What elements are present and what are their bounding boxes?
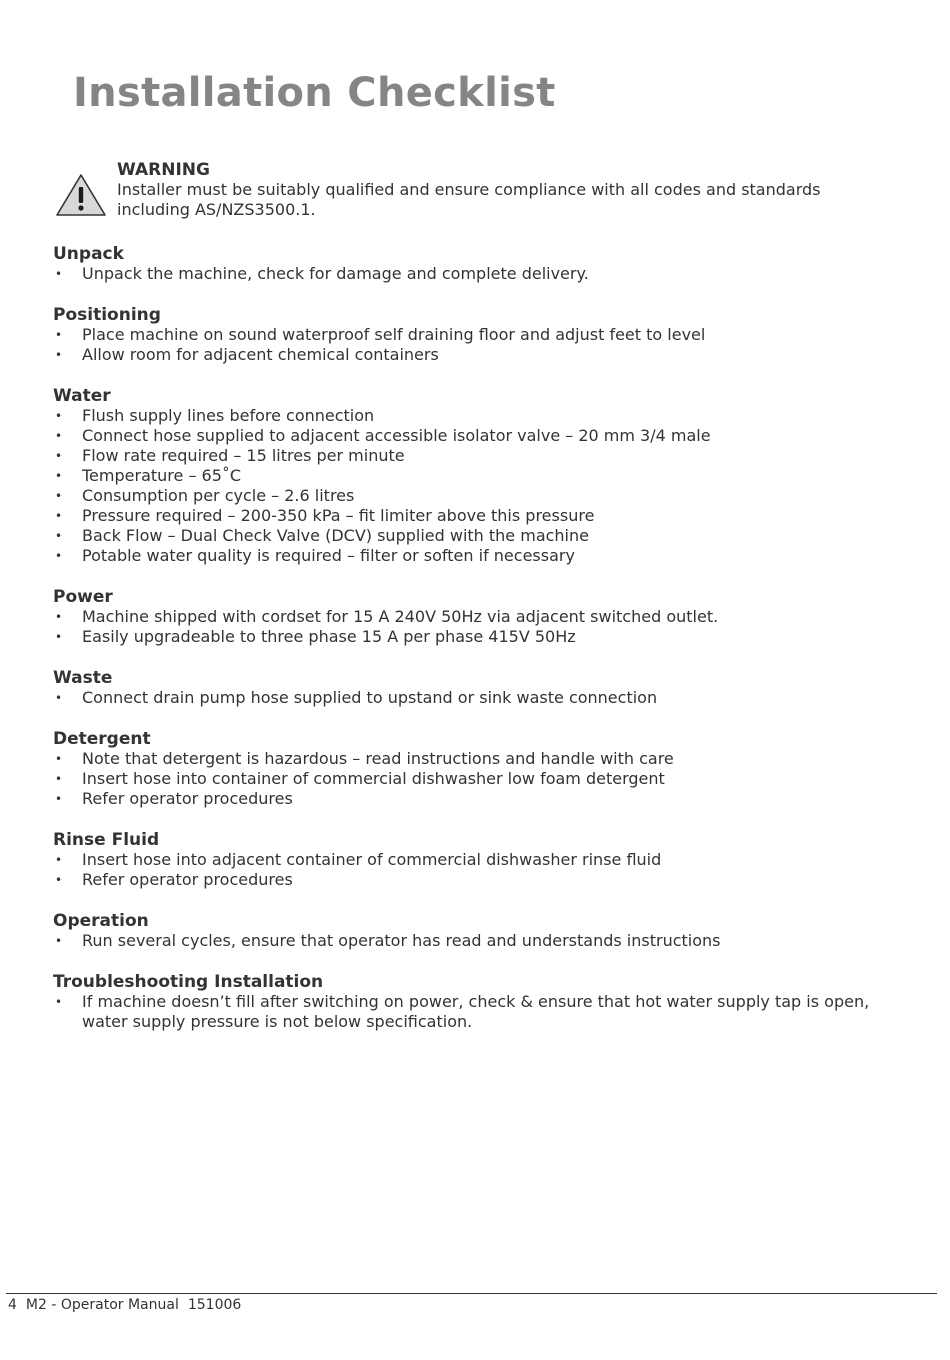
list-item [53, 406, 883, 426]
section-heading: Positioning [53, 305, 161, 325]
bullet-list [53, 264, 883, 284]
section-heading: Unpack [53, 244, 124, 264]
list-item [53, 546, 883, 566]
list-item-text: Insert hose into adjacent container of commercial dishwasher rinse fluid [82, 850, 662, 869]
bullet-icon: • [55, 610, 63, 624]
checklist-section [53, 729, 883, 809]
section-heading: Rinse Fluid [53, 830, 160, 850]
warning-triangle-icon [55, 173, 107, 218]
list-item-text: Allow room for adjacent chemical containers [82, 345, 439, 364]
bullet-list [53, 992, 883, 1032]
warning-title: WARNING [117, 160, 210, 180]
list-item [53, 486, 883, 506]
document-code: 151006 [187, 1297, 242, 1313]
checklist-section [53, 911, 883, 951]
bullet-list [53, 850, 883, 890]
page-number: 4 [8, 1297, 17, 1313]
list-item [53, 627, 883, 647]
list-item-text: Potable water quality is required – filter or soften if necessary [82, 546, 575, 565]
section-heading: Water [53, 386, 111, 406]
list-item [53, 345, 883, 365]
list-item-text: Insert hose into container of commercial dishwasher low foam detergent [82, 769, 665, 788]
list-item-text: Unpack the machine, check for damage and complete delivery. [82, 264, 589, 283]
list-item-text: Run several cycles, ensure that operator has read and understands instructions [82, 931, 721, 950]
bullet-icon: • [55, 449, 63, 463]
bullet-list [53, 406, 883, 566]
bullet-icon: • [55, 752, 63, 766]
bullet-icon: • [55, 772, 63, 786]
list-item [53, 506, 883, 526]
checklist-section [53, 305, 883, 365]
list-item-text: Temperature – 65˚C [82, 466, 242, 485]
checklist-section [53, 587, 883, 647]
bullet-list [53, 325, 883, 365]
page-title: Installation Checklist [73, 70, 556, 116]
section-heading: Troubleshooting Installation [53, 972, 324, 992]
bullet-icon: • [55, 409, 63, 423]
checklist-section [53, 386, 883, 566]
list-item-text: Note that detergent is hazardous – read instructions and handle with care [82, 749, 674, 768]
bullet-icon: • [55, 348, 63, 362]
manual-title: M2 - Operator Manual [25, 1297, 179, 1313]
list-item [53, 931, 883, 951]
checklist [53, 244, 883, 1053]
list-item [53, 526, 883, 546]
warning-text: Installer must be suitably qualified and ensure compliance with all codes and standards including AS/NZS3500.1. [117, 180, 821, 219]
list-item [53, 992, 883, 1032]
list-item [53, 264, 883, 284]
bullet-icon: • [55, 328, 63, 342]
list-item [53, 850, 883, 870]
list-item-text: If machine doesn’t fill after switching on power, check & ensure that hot water supply tap is open, water supply pressure is not below specification. [82, 992, 870, 1031]
bullet-list [53, 607, 883, 647]
list-item [53, 769, 883, 789]
list-item [53, 870, 883, 890]
list-item-text: Machine shipped with cordset for 15 A 240V 50Hz via adjacent switched outlet. [82, 607, 719, 626]
bullet-icon: • [55, 469, 63, 483]
checklist-section [53, 244, 883, 284]
bullet-icon: • [55, 549, 63, 563]
list-item-text: Place machine on sound waterproof self draining floor and adjust feet to level [82, 325, 706, 344]
bullet-icon: • [55, 873, 63, 887]
bullet-list [53, 749, 883, 809]
list-item-text: Connect hose supplied to adjacent accessible isolator valve – 20 mm 3/4 male [82, 426, 711, 445]
bullet-icon: • [55, 853, 63, 867]
section-heading: Operation [53, 911, 149, 931]
list-item-text: Pressure required – 200-350 kPa – fit limiter above this pressure [82, 506, 595, 525]
list-item [53, 426, 883, 446]
bullet-icon: • [55, 792, 63, 806]
bullet-icon: • [55, 995, 63, 1009]
bullet-icon: • [55, 934, 63, 948]
bullet-icon: • [55, 509, 63, 523]
page-footer [8, 1296, 250, 1314]
list-item-text: Refer operator procedures [82, 870, 293, 889]
checklist-section [53, 830, 883, 890]
bullet-list [53, 688, 883, 708]
list-item-text: Flush supply lines before connection [82, 406, 375, 425]
bullet-icon: • [55, 630, 63, 644]
bullet-icon: • [55, 489, 63, 503]
warning-box [55, 160, 885, 220]
footer-divider [6, 1293, 937, 1294]
list-item-text: Back Flow – Dual Check Valve (DCV) supplied with the machine [82, 526, 589, 545]
bullet-icon: • [55, 267, 63, 281]
bullet-icon: • [55, 529, 63, 543]
list-item-text: Flow rate required – 15 litres per minute [82, 446, 405, 465]
bullet-icon: • [55, 691, 63, 705]
bullet-list [53, 931, 883, 951]
bullet-icon: • [55, 429, 63, 443]
section-heading: Detergent [53, 729, 151, 749]
list-item-text: Refer operator procedures [82, 789, 293, 808]
list-item [53, 325, 883, 345]
list-item-text: Consumption per cycle – 2.6 litres [82, 486, 355, 505]
section-heading: Waste [53, 668, 113, 688]
section-heading: Power [53, 587, 113, 607]
list-item [53, 789, 883, 809]
list-item [53, 466, 883, 486]
checklist-section [53, 972, 883, 1032]
list-item-text: Easily upgradeable to three phase 15 A per phase 415V 50Hz [82, 627, 576, 646]
list-item [53, 607, 883, 627]
list-item [53, 688, 883, 708]
list-item [53, 749, 883, 769]
list-item [53, 446, 883, 466]
checklist-section [53, 668, 883, 708]
list-item-text: Connect drain pump hose supplied to upstand or sink waste connection [82, 688, 658, 707]
